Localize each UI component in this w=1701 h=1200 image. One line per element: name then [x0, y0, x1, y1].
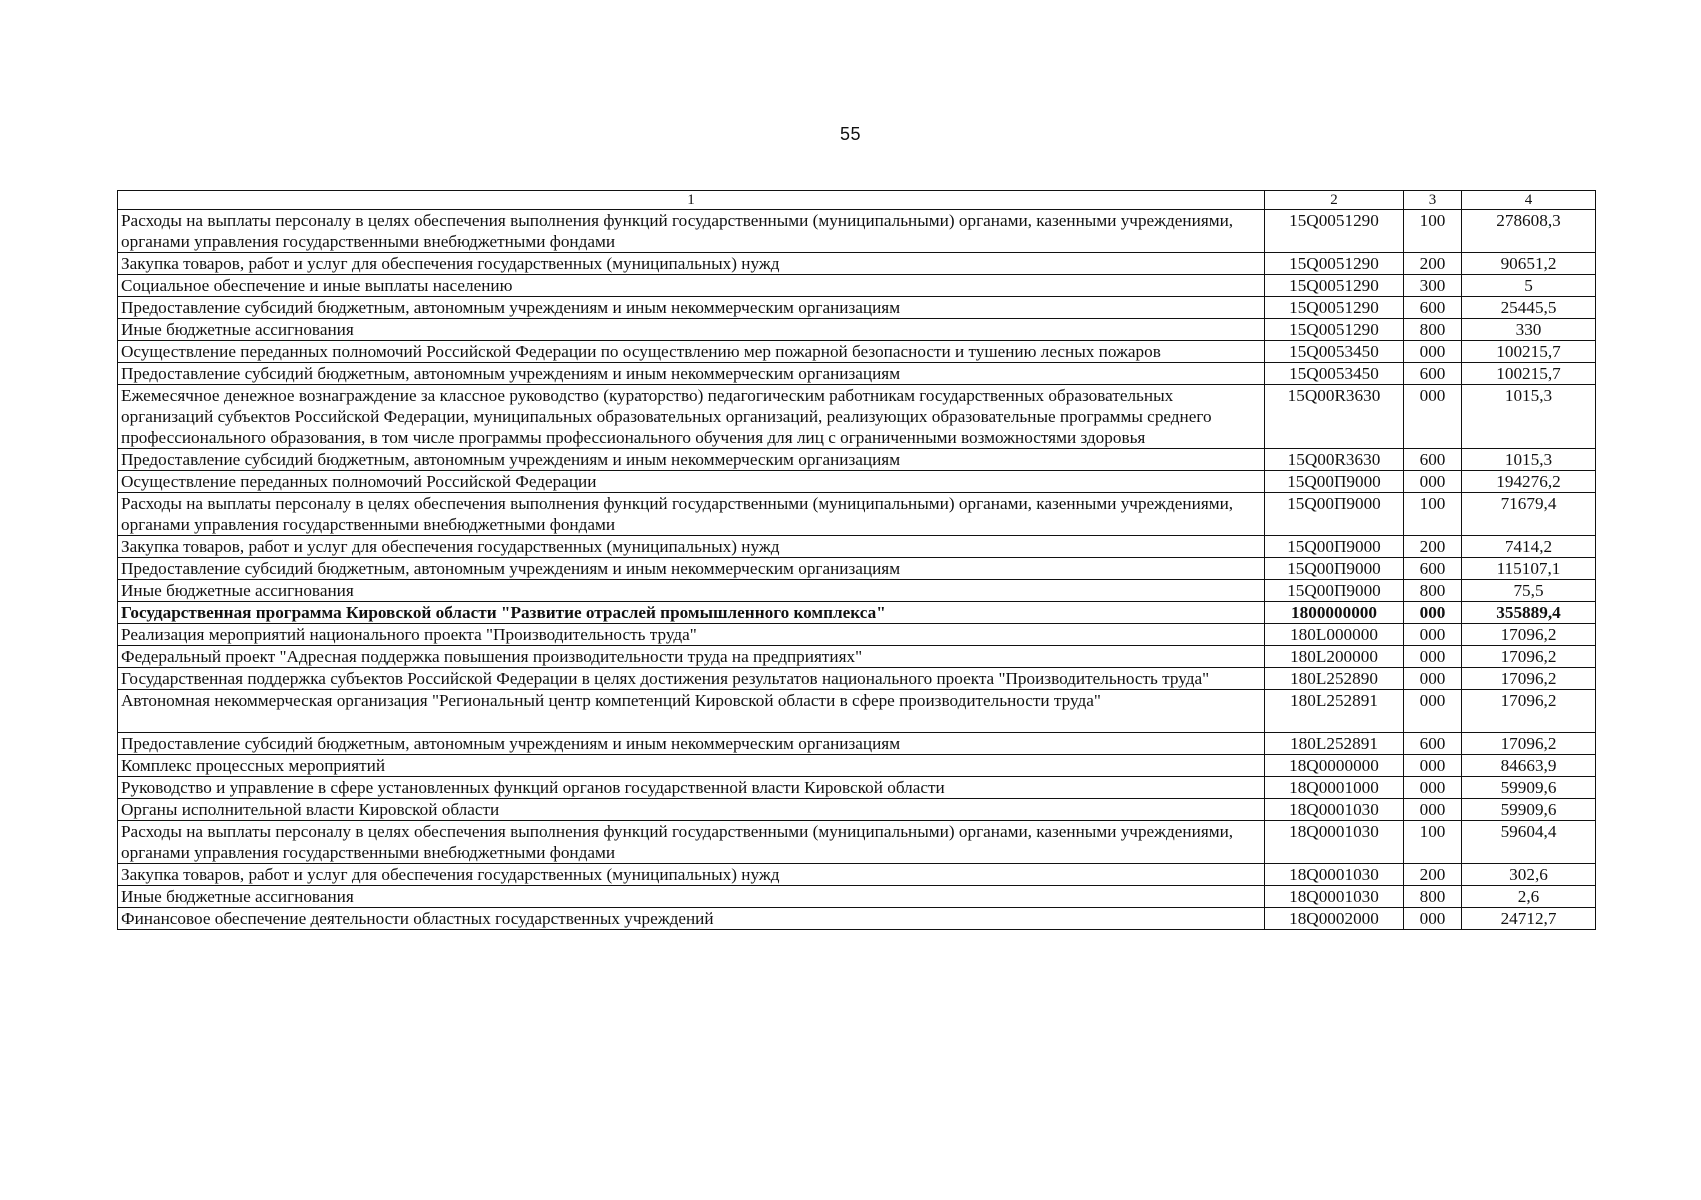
- row-kind-cell: 200: [1404, 864, 1462, 886]
- table-row: [118, 253, 1596, 275]
- table-row: [118, 602, 1596, 624]
- row-kind-cell: 000: [1404, 690, 1462, 733]
- table-row: [118, 558, 1596, 580]
- row-kind-cell: 600: [1404, 449, 1462, 471]
- table-row: [118, 908, 1596, 930]
- row-sum-cell: 59604,4: [1462, 821, 1596, 864]
- row-sum-cell: 278608,3: [1462, 210, 1596, 253]
- row-sum-cell: 194276,2: [1462, 471, 1596, 493]
- table-row: [118, 799, 1596, 821]
- table-row: [118, 886, 1596, 908]
- row-name-cell: Предоставление субсидий бюджетным, автономным учреждениям и иным некоммерческим организациям: [118, 297, 1265, 319]
- row-name-cell: Органы исполнительной власти Кировской области: [118, 799, 1265, 821]
- row-kind-cell: 200: [1404, 536, 1462, 558]
- row-kind-cell: 300: [1404, 275, 1462, 297]
- row-name-cell: Расходы на выплаты персоналу в целях обеспечения выполнения функций государственными (муниципальными) органами, казенными учреждениями, органами управления государственными внебюджетными фондами: [118, 821, 1265, 864]
- row-name-cell: Государственная программа Кировской области "Развитие отраслей промышленного комплекса": [118, 602, 1265, 624]
- row-kind-cell: 000: [1404, 471, 1462, 493]
- row-sum-cell: 355889,4: [1462, 602, 1596, 624]
- table-row: [118, 864, 1596, 886]
- row-sum-cell: 24712,7: [1462, 908, 1596, 930]
- table-row: [118, 580, 1596, 602]
- table-row: [118, 536, 1596, 558]
- row-code-cell: 180L252890: [1265, 668, 1404, 690]
- row-kind-cell: 000: [1404, 646, 1462, 668]
- table-row: [118, 668, 1596, 690]
- header-col-1: 1: [118, 191, 1265, 210]
- row-name-cell: Иные бюджетные ассигнования: [118, 886, 1265, 908]
- row-name-cell: Иные бюджетные ассигнования: [118, 319, 1265, 341]
- table-row: [118, 733, 1596, 755]
- row-name-cell: Предоставление субсидий бюджетным, автономным учреждениям и иным некоммерческим организациям: [118, 363, 1265, 385]
- row-code-cell: 15Q00R3630: [1265, 385, 1404, 449]
- row-code-cell: 180L000000: [1265, 624, 1404, 646]
- row-sum-cell: 2,6: [1462, 886, 1596, 908]
- row-code-cell: 15Q0051290: [1265, 210, 1404, 253]
- row-name-cell: Закупка товаров, работ и услуг для обеспечения государственных (муниципальных) нужд: [118, 253, 1265, 275]
- row-name-cell: Реализация мероприятий национального проекта "Производительность труда": [118, 624, 1265, 646]
- row-name-cell: Предоставление субсидий бюджетным, автономным учреждениям и иным некоммерческим организациям: [118, 449, 1265, 471]
- row-sum-cell: 71679,4: [1462, 493, 1596, 536]
- row-code-cell: 15Q00П9000: [1265, 471, 1404, 493]
- header-col-2: 2: [1265, 191, 1404, 210]
- row-sum-cell: 90651,2: [1462, 253, 1596, 275]
- row-name-cell: Социальное обеспечение и иные выплаты населению: [118, 275, 1265, 297]
- row-sum-cell: 330: [1462, 319, 1596, 341]
- row-sum-cell: 17096,2: [1462, 624, 1596, 646]
- row-code-cell: 18Q0001030: [1265, 821, 1404, 864]
- row-sum-cell: 302,6: [1462, 864, 1596, 886]
- row-code-cell: 15Q0053450: [1265, 341, 1404, 363]
- row-sum-cell: 59909,6: [1462, 799, 1596, 821]
- row-kind-cell: 100: [1404, 210, 1462, 253]
- row-code-cell: 180L252891: [1265, 733, 1404, 755]
- row-code-cell: 180L200000: [1265, 646, 1404, 668]
- budget-table: [117, 190, 1596, 930]
- row-name-cell: Предоставление субсидий бюджетным, автономным учреждениям и иным некоммерческим организациям: [118, 733, 1265, 755]
- table-row: [118, 646, 1596, 668]
- table-row: [118, 275, 1596, 297]
- row-kind-cell: 800: [1404, 319, 1462, 341]
- row-kind-cell: 000: [1404, 777, 1462, 799]
- header-col-4: 4: [1462, 191, 1596, 210]
- row-sum-cell: 7414,2: [1462, 536, 1596, 558]
- row-kind-cell: 000: [1404, 799, 1462, 821]
- row-name-cell: Федеральный проект "Адресная поддержка повышения производительности труда на предприятиях": [118, 646, 1265, 668]
- row-sum-cell: 25445,5: [1462, 297, 1596, 319]
- row-name-cell: Иные бюджетные ассигнования: [118, 580, 1265, 602]
- row-sum-cell: 100215,7: [1462, 341, 1596, 363]
- row-code-cell: 15Q0053450: [1265, 363, 1404, 385]
- table-row: [118, 821, 1596, 864]
- row-name-cell: Руководство и управление в сфере установленных функций органов государственной власти Кировской области: [118, 777, 1265, 799]
- row-kind-cell: 200: [1404, 253, 1462, 275]
- row-kind-cell: 600: [1404, 297, 1462, 319]
- row-name-cell: Расходы на выплаты персоналу в целях обеспечения выполнения функций государственными (муниципальными) органами, казенными учреждениями, органами управления государственными внебюджетными фондами: [118, 493, 1265, 536]
- row-kind-cell: 000: [1404, 624, 1462, 646]
- table-row: [118, 297, 1596, 319]
- row-kind-cell: 600: [1404, 558, 1462, 580]
- row-code-cell: 18Q0001000: [1265, 777, 1404, 799]
- row-kind-cell: 000: [1404, 341, 1462, 363]
- row-sum-cell: 1015,3: [1462, 449, 1596, 471]
- row-name-cell: Расходы на выплаты персоналу в целях обеспечения выполнения функций государственными (муниципальными) органами, казенными учреждениями, органами управления государственными внебюджетными фондами: [118, 210, 1265, 253]
- row-sum-cell: 75,5: [1462, 580, 1596, 602]
- row-code-cell: 15Q00П9000: [1265, 493, 1404, 536]
- row-sum-cell: 1015,3: [1462, 385, 1596, 449]
- row-kind-cell: 100: [1404, 821, 1462, 864]
- row-name-cell: Закупка товаров, работ и услуг для обеспечения государственных (муниципальных) нужд: [118, 536, 1265, 558]
- row-name-cell: Государственная поддержка субъектов Российской Федерации в целях достижения результатов национального проекта "Производительность труда": [118, 668, 1265, 690]
- row-code-cell: 18Q0001030: [1265, 799, 1404, 821]
- table-row: [118, 690, 1596, 733]
- row-code-cell: 15Q00П9000: [1265, 558, 1404, 580]
- row-code-cell: 15Q0051290: [1265, 297, 1404, 319]
- table-row: [118, 210, 1596, 253]
- table-row: [118, 363, 1596, 385]
- row-sum-cell: 17096,2: [1462, 668, 1596, 690]
- row-sum-cell: 84663,9: [1462, 755, 1596, 777]
- row-sum-cell: 59909,6: [1462, 777, 1596, 799]
- row-code-cell: 180L252891: [1265, 690, 1404, 733]
- table-row: [118, 385, 1596, 449]
- row-code-cell: 15Q0051290: [1265, 253, 1404, 275]
- table-row: [118, 341, 1596, 363]
- table-header-row: [118, 191, 1596, 210]
- row-sum-cell: 17096,2: [1462, 690, 1596, 733]
- row-kind-cell: 600: [1404, 733, 1462, 755]
- row-name-cell: Предоставление субсидий бюджетным, автономным учреждениям и иным некоммерческим организациям: [118, 558, 1265, 580]
- row-name-cell: Ежемесячное денежное вознаграждение за классное руководство (кураторство) педагогическим работникам государственных образовательных организаций субъектов Российской Федерации, муниципальных образовательных организаций, реализующих образовательные программы среднего профессионального образования, в том числе программы профессионального обучения для лиц с ограниченными возможностями здоровья: [118, 385, 1265, 449]
- row-kind-cell: 000: [1404, 602, 1462, 624]
- row-code-cell: 15Q00П9000: [1265, 580, 1404, 602]
- row-code-cell: 18Q0000000: [1265, 755, 1404, 777]
- table-body: [118, 210, 1596, 930]
- row-kind-cell: 100: [1404, 493, 1462, 536]
- table-row: [118, 449, 1596, 471]
- row-kind-cell: 800: [1404, 886, 1462, 908]
- table-row: [118, 319, 1596, 341]
- table-row: [118, 493, 1596, 536]
- row-sum-cell: 115107,1: [1462, 558, 1596, 580]
- row-sum-cell: 100215,7: [1462, 363, 1596, 385]
- row-name-cell: Осуществление переданных полномочий Российской Федерации по осуществлению мер пожарной безопасности и тушению лесных пожаров: [118, 341, 1265, 363]
- row-code-cell: 15Q00R3630: [1265, 449, 1404, 471]
- row-kind-cell: 000: [1404, 908, 1462, 930]
- row-kind-cell: 000: [1404, 668, 1462, 690]
- row-kind-cell: 000: [1404, 755, 1462, 777]
- row-name-cell: Закупка товаров, работ и услуг для обеспечения государственных (муниципальных) нужд: [118, 864, 1265, 886]
- page-number: 55: [839, 124, 862, 144]
- row-code-cell: 1800000000: [1265, 602, 1404, 624]
- row-sum-cell: 17096,2: [1462, 733, 1596, 755]
- row-code-cell: 15Q00П9000: [1265, 536, 1404, 558]
- row-kind-cell: 600: [1404, 363, 1462, 385]
- header-col-3: 3: [1404, 191, 1462, 210]
- row-sum-cell: 17096,2: [1462, 646, 1596, 668]
- row-name-cell: Финансовое обеспечение деятельности областных государственных учреждений: [118, 908, 1265, 930]
- row-code-cell: 18Q0002000: [1265, 908, 1404, 930]
- row-name-cell: Осуществление переданных полномочий Российской Федерации: [118, 471, 1265, 493]
- row-code-cell: 15Q0051290: [1265, 319, 1404, 341]
- row-name-cell: Комплекс процессных мероприятий: [118, 755, 1265, 777]
- row-code-cell: 18Q0001030: [1265, 864, 1404, 886]
- row-code-cell: 15Q0051290: [1265, 275, 1404, 297]
- table-row: [118, 471, 1596, 493]
- row-name-cell: Автономная некоммерческая организация "Региональный центр компетенций Кировской области в сфере производительности труда": [118, 690, 1265, 733]
- row-sum-cell: 5: [1462, 275, 1596, 297]
- table-row: [118, 777, 1596, 799]
- table-row: [118, 755, 1596, 777]
- table-row: [118, 624, 1596, 646]
- row-kind-cell: 800: [1404, 580, 1462, 602]
- row-code-cell: 18Q0001030: [1265, 886, 1404, 908]
- row-kind-cell: 000: [1404, 385, 1462, 449]
